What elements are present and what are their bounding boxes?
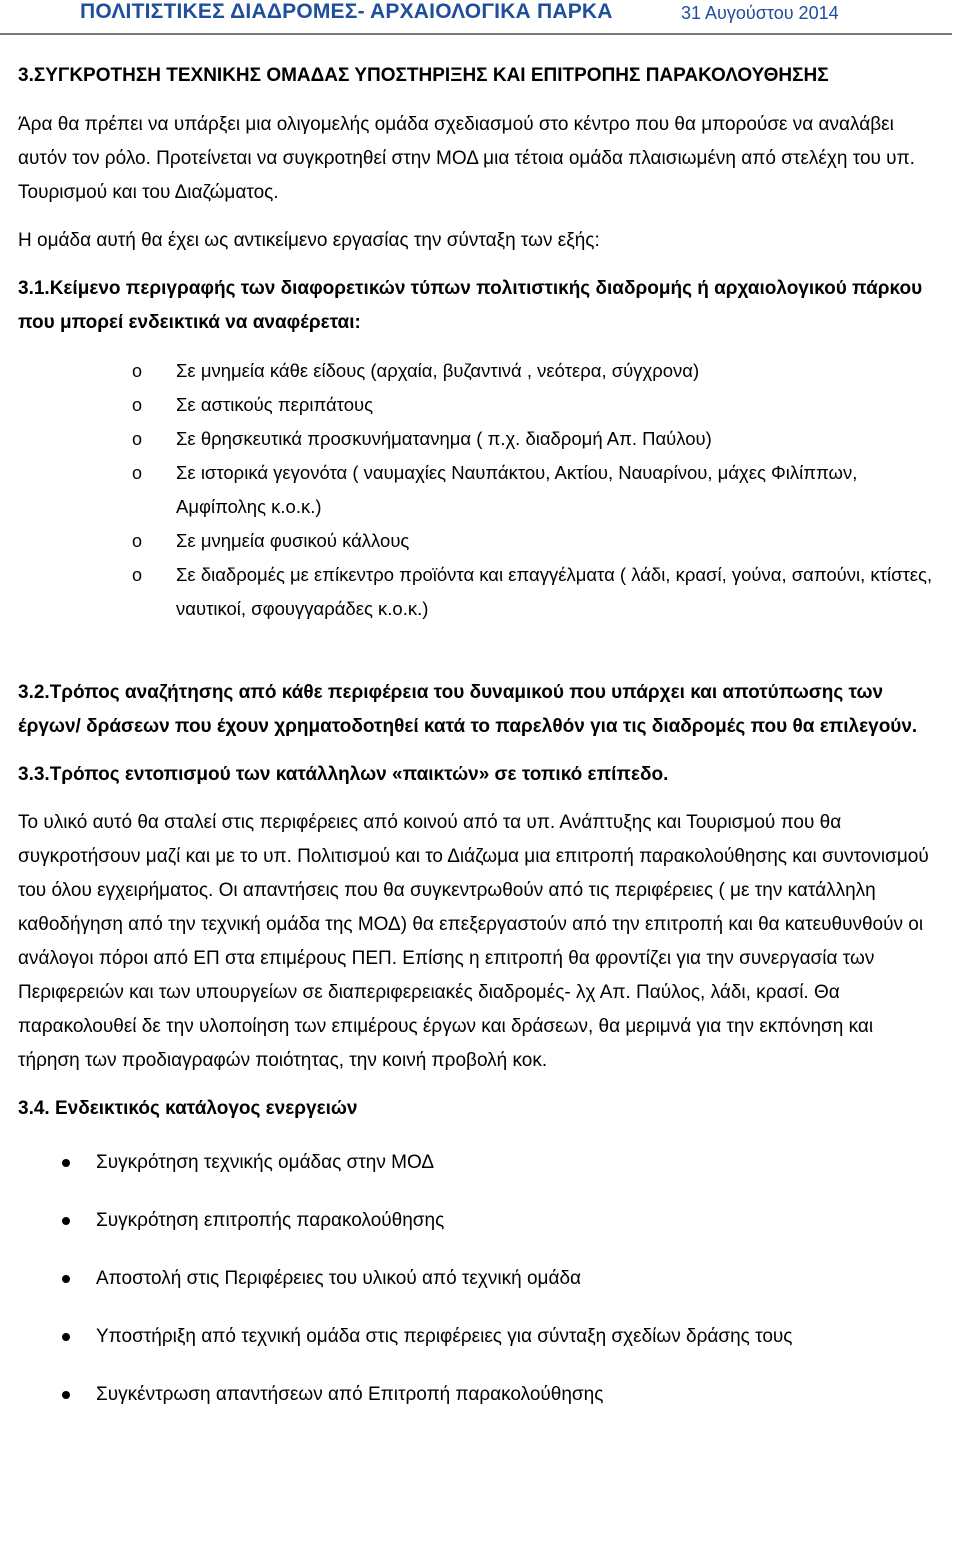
section-3-4-heading: 3.4. Ενδεικτικός κατάλογος ενεργειών: [18, 1098, 358, 1119]
list-item: [18, 1134, 938, 1192]
list-item-text: Συγκέντρωση απαντήσεων από Επιτροπή παρακολούθησης: [96, 1384, 604, 1405]
header-divider: [0, 33, 952, 35]
list-item-text: Αποστολή στις Περιφέρειες του υλικού από τεχνική ομάδα: [96, 1268, 582, 1289]
list-item-text: Συγκρότηση τεχνικής ομάδας στην ΜΟΔ: [96, 1152, 435, 1173]
bullet-icon: [62, 1275, 70, 1283]
section-3-heading: 3.ΣΥΓΚΡΟΤΗΣΗ ΤΕΧΝΙΚΗΣ ΟΜΑΔΑΣ ΥΠΟΣΤΗΡΙΞΗΣ ΚΑΙ ΕΠΙΤΡΟΠΗΣ ΠΑΡΑΚΟΛΟΥΘΗΣΗΣ: [18, 65, 829, 86]
section-3-1-heading: 3.1.Κείμενο περιγραφής των διαφορετικών τύπων πολιτιστικής διαδρομής ή αρχαιολογικού πάρκου που μπορεί ενδεικτικά να αναφέρεται:: [18, 278, 923, 333]
list-item-text: Σε μνημεία φυσικού κάλλους: [176, 530, 410, 551]
list-item: [18, 422, 938, 456]
list-item: [18, 354, 938, 388]
circle-bullet-icon: o: [132, 565, 143, 585]
list-item: [18, 388, 938, 422]
circle-bullet-icon: o: [132, 429, 143, 449]
circle-bullet-icon: o: [132, 531, 143, 551]
list-item-text: Συγκρότηση επιτροπής παρακολούθησης: [96, 1210, 445, 1231]
list-item: [18, 1250, 938, 1308]
list-item-text: Σε μνημεία κάθε είδους (αρχαία, βυζαντινά , νεότερα, σύγχρονα): [176, 360, 700, 381]
actions-list: [18, 1134, 938, 1424]
bullet-icon: [62, 1159, 70, 1167]
circle-bullet-icon: o: [132, 361, 143, 381]
section-3-2-heading: 3.2.Τρόπος αναζήτησης από κάθε περιφέρεια του δυναμικού που υπάρχει και αποτύπωσης των έργων/ δράσεων που έχουν χρηματοδοτηθεί κατά το παρελθόν για τις διαδρομές που θα επιλεγούν.: [18, 682, 918, 737]
section-3-3-body: Το υλικό αυτό θα σταλεί στις περιφέρειες από κοινού από τα υπ. Ανάπτυξης και Τουρισμού που θα συγκροτήσουν μαζί και με το υπ. Πολιτισμού και το Διάζωμα μια επιτροπή παρακολούθησης και συντονισμού του όλου εγχειρήματος. Οι απαντήσεις που θα συγκεντρωθούν από τις περιφέρειες ( με την κατάλληλη καθοδήγηση από την τεχνική ομάδα της ΜΟΔ) θα επεξεργαστούν από την επιτροπή και θα κατευθυνθούν οι ανάλογοι πόροι από ΕΠ στα επιμέρους ΠΕΠ. Επίσης η επιτροπή θα φροντίζει για την συνεργασία των Περιφερειών και των υπουργείων σε διαπεριφερειακές διαδρομές- λχ Απ. Παύλος, λάδι, κρασί. Θα παρακολουθεί δε την υλοποίηση των επιμέρους έργων και δράσεων, θα μεριμνά για την εκπόνηση και τήρηση των προδιαγραφών ποιότητας, την κοινή προβολή κοκ.: [18, 812, 929, 1071]
list-item: [18, 1308, 938, 1366]
list-item-text: Σε διαδρομές με επίκεντρο προϊόντα και επαγγέλματα ( λάδι, κρασί, γούνα, σαπούνι, κτίστες, ναυτικοί, σφουγγαράδες κ.ο.κ.): [176, 564, 933, 619]
circle-bullet-icon: o: [132, 463, 143, 483]
list-item: [18, 1192, 938, 1250]
list-item: [18, 524, 938, 558]
list-item-text: Σε θρησκευτικά προσκυνήματανημα ( π.χ. διαδρομή Απ. Παύλου): [176, 428, 712, 449]
route-types-list: [18, 354, 938, 626]
bullet-icon: [62, 1217, 70, 1225]
list-item: [18, 558, 938, 626]
section-3-3-heading: 3.3.Τρόπος εντοπισμού των κατάλληλων «παικτών» σε τοπικό επίπεδο.: [18, 764, 669, 785]
page-header: [0, 0, 960, 34]
header-title: ΠΟΛΙΤΙΣΤΙΚΕΣ ΔΙΑΔΡΟΜΕΣ- ΑΡΧΑΙΟΛΟΓΙΚΑ ΠΑΡΚΑ: [80, 0, 613, 23]
bullet-icon: [62, 1391, 70, 1399]
list-item-text: Σε ιστορικά γεγονότα ( ναυμαχίες Ναυπάκτου, Ακτίου, Ναυαρίνου, μάχες Φιλίππων, Αμφίπολης κ.ο.κ.): [176, 462, 858, 517]
list-item: [18, 1366, 938, 1424]
section-3-intro: Άρα θα πρέπει να υπάρξει μια ολιγομελής ομάδα σχεδιασμού στο κέντρο που θα μπορούσε να αναλάβει αυτόν τον ρόλο. Προτείνεται να συγκροτηθεί στην ΜΟΔ μια τέτοια ομάδα πλαισιωμένη από στελέχη του υπ. Τουρισμού και του Διαζώματος.: [18, 114, 915, 203]
circle-bullet-icon: o: [132, 395, 143, 415]
header-date: 31 Αυγούστου 2014: [681, 3, 839, 23]
list-item-text: Υποστήριξη από τεχνική ομάδα στις περιφέρειες για σύνταξη σχεδίων δράσης τους: [96, 1326, 793, 1347]
bullet-icon: [62, 1333, 70, 1341]
section-3-objective: Η ομάδα αυτή θα έχει ως αντικείμενο εργασίας την σύνταξη των εξής:: [18, 230, 600, 251]
list-item-text: Σε αστικούς περιπάτους: [176, 394, 374, 415]
document-body: [18, 62, 938, 1424]
list-item: [18, 456, 938, 524]
